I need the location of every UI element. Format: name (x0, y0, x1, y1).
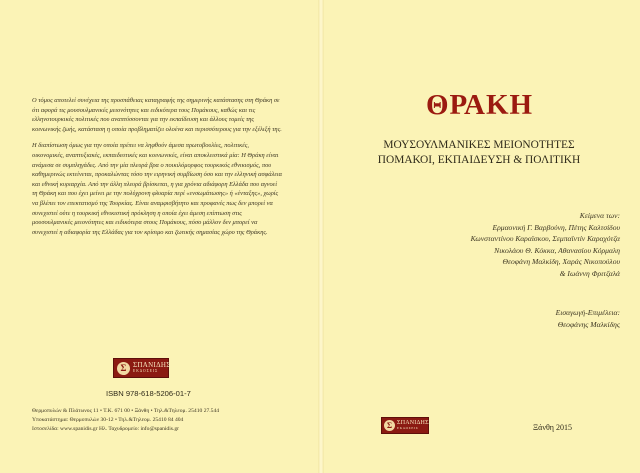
editor (450, 307, 620, 330)
publisher-logo-front (381, 417, 429, 434)
contributors-heading: Κείμενα των: (579, 211, 620, 220)
book-title: ΘΡΑΚΗ (426, 89, 534, 121)
subtitle-line-1: ΜΟΥΣΟΥΛΜΑΝΙΚΕΣ ΜΕΙΟΝΟΤΗΤΕΣ (383, 139, 575, 151)
contributors-line-5: & Ιωάννη Φριτζαλά (559, 268, 620, 278)
publisher-name: ΣΠΑΝΙΔΗΣ (133, 361, 171, 370)
editor-name: Θεοφάνης Μαλκίδης (557, 319, 620, 329)
contact-line-3: Ιστοσελίδα: www.spanidis.gr Ηλ. Ταχυδρομείο: info@spanidis.gr (32, 426, 180, 432)
contributors-line-2: Κωνσταντίνου Καραϊσκου, Σεμπαϊντίν Καραχότζα (470, 234, 620, 243)
contributors-line-3: Νικολάου Θ. Κόκκα, Αθανασίου Κόρμαλη (494, 245, 620, 255)
place-year: Ξάνθη 2015 (533, 423, 572, 432)
publisher-logo-back (113, 358, 169, 378)
blurb-paragraph-1: Ο τόμος αποτελεί συνέχεια της προσπάθειας καταγραφής της σημερινής κατάστασης στη Θράκη σε ότι αφορά τις μουσουλμανικές μειονότητες και ειδικότερα τους Πομάκους, καθώς και τις ελληνοτουρκικές πολιτικές που αναπτύσσονται για την εκπαίδευση και άλλους τομείς της κοινωνικής ζωής, κατάσταση η οποία προβληματίζει ολοένα και περισσότερους για την εξέλιξή της. (32, 97, 282, 133)
contributors (380, 210, 620, 279)
contact-line-1: Θερμοπυλών & Πλάτωνος 11 • Τ.Κ. 671 00 • Ξάνθη • Τηλ.&Τηλεομ. 25410 27.544 (32, 408, 220, 414)
subtitle-line-2: ΠΟΜΑΚΟΙ, ΕΚΠΑΙΔΕΥΣΗ & ΠΟΛΙΤΙΚΗ (377, 153, 581, 166)
publisher-sub: ΕΚΔΟΣΕΙΣ (133, 369, 159, 374)
contact-line-2: Υποκατάστημα: Θερμοπυλών 30-12 • Τηλ.&Τηλεομ. 25410 84 404 (32, 417, 184, 423)
book-spine (318, 0, 324, 473)
editor-heading: Εισαγωγή-Επιμέλεια: (555, 308, 620, 317)
contributors-line-1: Ερμαονική Γ. Βαρβούνη, Πέτης Καλτσίδου (492, 222, 620, 232)
isbn: ISBN 978-618-5206-01-7 (106, 389, 191, 398)
publisher-contact (32, 407, 292, 434)
publisher-mark-icon: Σ (384, 420, 395, 431)
back-cover-blurb (32, 96, 282, 244)
publisher-mark-icon: Σ (117, 362, 130, 375)
book-subtitle (348, 138, 610, 167)
contributors-line-4: Θεοφάνη Μαλκίδη, Χαράς Νικοπούλου (502, 257, 620, 266)
publisher-name: ΣΠΑΝΙΔΗΣ (397, 420, 429, 427)
publisher-sub: ΕΚΔΟΣΕΙΣ (397, 426, 419, 431)
blurb-paragraph-2: Η διαπίστωση όμως για την οποία πρέπει να ληφθούν άμεσα πρωτοβουλίες, πολιτικές, οικονομικές, αναπτυξιακές, εκπαιδευτικές και κοινωνικές, είναι αποκλειστικά μία: Η Θράκη είναι ανάμεσα σε συμπληγάδες. Από την μία πλευρά βρα ο ποικιλόμορφος τουρκικός εθνικισμός, που καθημερινώς εκτείνεται, προκαλώντας τόσο την ειρηνική συμβίωση όσο και την ελληνική ασφάλεια και εθνική κυριαρχία. Από την άλλη πλευρά βρίσκεται, η για χρόνια αδιάφορη Ελλάδα που αγνοεί τη Θράκη και που έχει μείνει με την πολύχρονη φλυαρία περί «ενσωμάτωσης» ή «ένταξης», χωρίς να βλέπει τον επεκτατισμό της Τουρκίας. Είναι αναμφισβήτητο και προφανές πως δεν μπορεί να συνεχιστεί ούτε η τουρκική εθνικιστική πρόκληση η οποία έχει άμεση επίπτωση στις μουσουλμανικές μειονότητες και ειδικότερα στους Πομάκους, πόσο μάλλον δεν μπορεί να συνεχιστεί η αδιαφορία της Ελλάδας για τον κρίσιμο και ζωτικής σημασίας χώρο της Θράκης. (32, 142, 282, 236)
